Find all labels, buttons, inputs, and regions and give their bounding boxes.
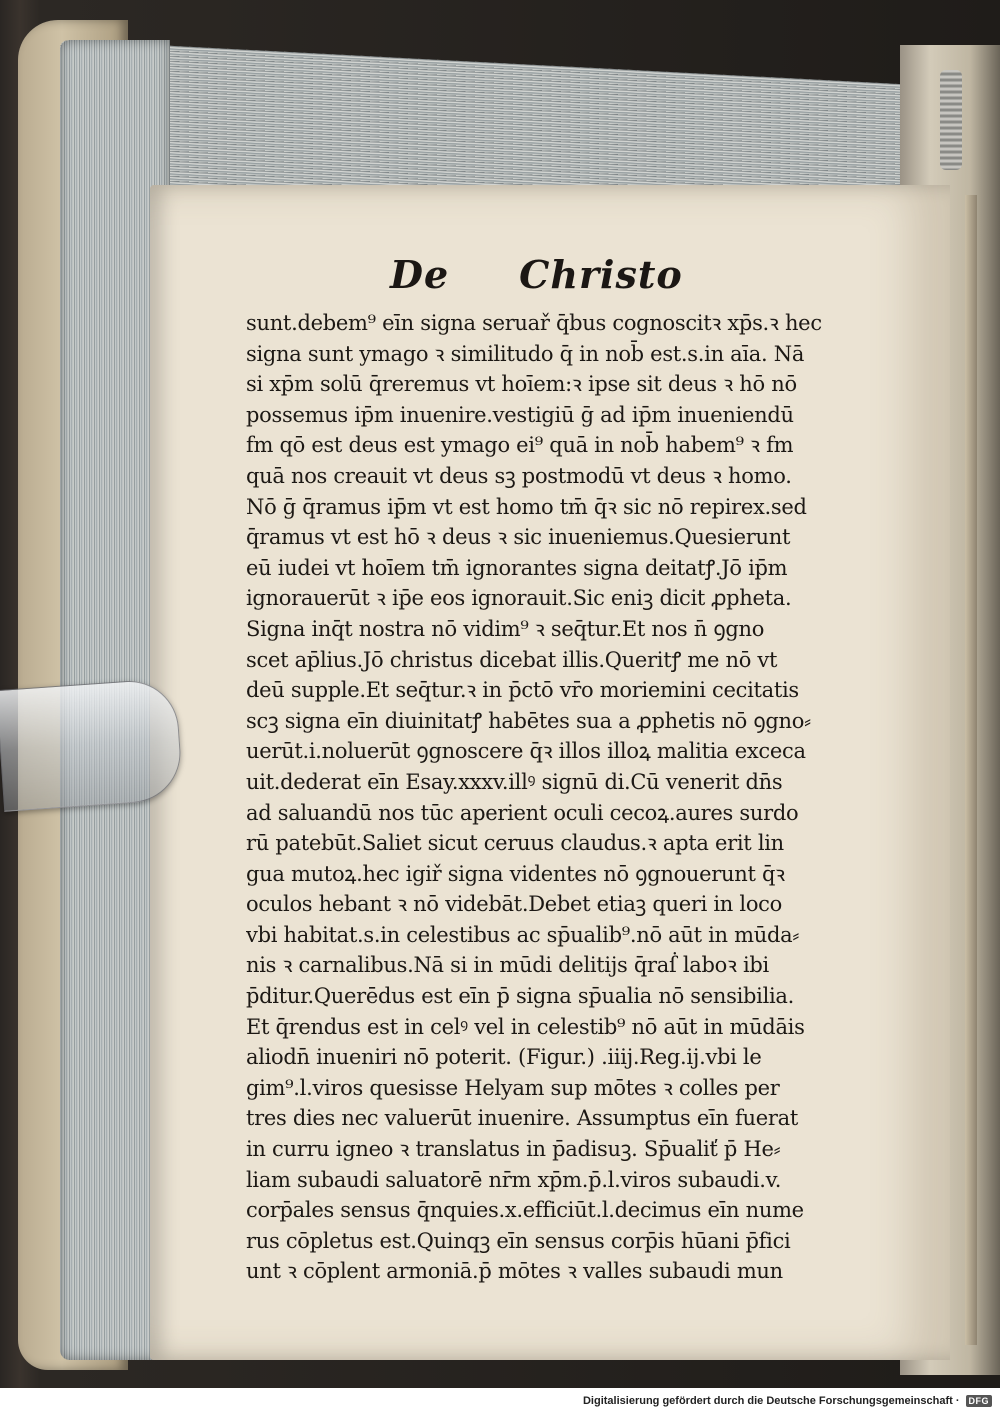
- text-line: corp̄ales sensus q̄nquies.x.efficiūt.l.decimus eīn nume: [246, 1198, 804, 1223]
- text-line: sunt.debem⁹ eīn signa seruař q̄bus cognoscitꝛ xp̄s.ꝛ hec: [246, 311, 822, 335]
- text-line: uit.dederat eīn Esay.xxxv.illꝰ signū di.Cū venerit dn̄s: [246, 769, 783, 794]
- text-line: gua mutoꝝ.hec igiř signa videntes nō ꝯgnouerunt q̄ꝛ: [246, 861, 785, 886]
- text-line: Nō ḡ q̄ramus ip̄m vt est homo tm̄ q̄ꝛ sic nō repirex.sed: [246, 494, 807, 519]
- text-line: in curru igneo ꝛ translatus in p̄adisuꝫ. Sp̄ualiť p̄ He⸗: [246, 1137, 781, 1162]
- text-line: tres dies nec valuerūt inuenire. Assumptus eīn fuerat: [246, 1106, 798, 1131]
- text-line: si xp̄m solū q̄reremus vt hoīem:ꝛ ipse sit deus ꝛ hō nō: [246, 372, 797, 397]
- page-clip: [0, 678, 184, 812]
- text-line: ad saluandū nos tūc aperient oculi cecoꝝ.aures surdo: [246, 800, 799, 825]
- binding-cord: [940, 70, 962, 170]
- text-line: liam subaudi saluatorē nr̄m xp̄m.p̄.l.viros subaudi.v.: [246, 1167, 782, 1192]
- text-line: gim⁹.l.viros quesisse Helyam sup mōtes ꝛ colles per: [246, 1075, 780, 1100]
- text-line: possemus ip̄m inuenire.vestigiū ḡ ad ip̄m inueniendū: [246, 402, 794, 427]
- text-line: uerūt.i.noluerūt ꝯgnoscere q̄ꝛ illos illoꝝ malitia exceca: [246, 739, 806, 764]
- running-head: [390, 252, 683, 302]
- text-line: Signa inq̄t nostra nō vidim⁹ ꝛ seq̄tur.Et nos n̄ ꝯgno: [246, 616, 765, 641]
- text-line: eū iudei vt hoīem tm̄ ignorantes signa deitatꝭ.Jō ip̄m: [246, 555, 788, 580]
- text-line: q̄ramus vt est hō ꝛ deus ꝛ sic inueniemus.Quesierunt: [246, 525, 791, 550]
- text-line: deū supple.Et seq̄tur.ꝛ in p̄ctō vr̄o moriemini cecitatis: [246, 678, 799, 703]
- text-line: rus cōpletus est.Quinqꝫ eīn sensus corp̄is hūani p̄fici: [246, 1228, 791, 1253]
- text-line: Et q̄rendus est in celꝰ vel in celestib⁹ nō aūt in mūdāis: [246, 1014, 805, 1039]
- text-line: fm qō est deus est ymago ei⁹ quā in nob̄ habem⁹ ꝛ fm: [246, 433, 794, 458]
- funding-credit: Digitalisierung gefördert durch die Deutsche Forschungsgemeinschaft ·: [582, 1395, 960, 1407]
- running-head-right: Christo: [519, 252, 683, 297]
- text-line: quā nos creauit vt deus sꝫ postmodū vt deus ꝛ homo.: [246, 463, 792, 488]
- text-line: scet ap̄lius.Jō christus dicebat illis.Queritꝭ me nō vt: [246, 647, 778, 672]
- page-gutter: [965, 195, 977, 1345]
- text-line: unt ꝛ cōplent armoniā.p̄ mōtes ꝛ valles subaudi mun: [246, 1259, 783, 1284]
- text-line: signa sunt ymago ꝛ similitudo q̄ in nob̄ est.s.in aīa. Nā: [246, 341, 805, 366]
- running-head-left: De: [390, 252, 450, 297]
- text-line: rū patebūt.Saliet sicut ceruus claudus.ꝛ apta erit lin: [246, 831, 784, 856]
- footer-bar: [0, 1388, 1000, 1414]
- dfg-logo: DFG: [966, 1395, 993, 1407]
- text-line: vbi habitat.s.in celestibus ac sp̄ualib⁹.nō aūt in mūda⸗: [246, 922, 800, 947]
- text-line: ignorauerūt ꝛ ip̄e eos ignorauit.Sic eniꝫ dicit ꝓpheta.: [246, 586, 792, 611]
- text-line: aliodn̄ inueniri nō poterit. (Figur.) .iiij.Reg.ij.vbi le: [246, 1045, 762, 1070]
- page-text-block: [246, 308, 866, 1287]
- text-line: p̄ditur.Querēdus est eīn p̄ signa sp̄ualia nō sensibilia.: [246, 984, 795, 1009]
- text-line: nis ꝛ carnalibus.Nā si in mūdi delitijs q̄raẛ laboꝛ ibi: [246, 953, 769, 978]
- text-line: scꝫ signa eīn diuinitatꝭ habētes sua a ꝓphetis nō ꝯgno⸗: [246, 708, 811, 733]
- text-line: oculos hebant ꝛ nō videbāt.Debet etiaꝫ queri in loco: [246, 892, 782, 917]
